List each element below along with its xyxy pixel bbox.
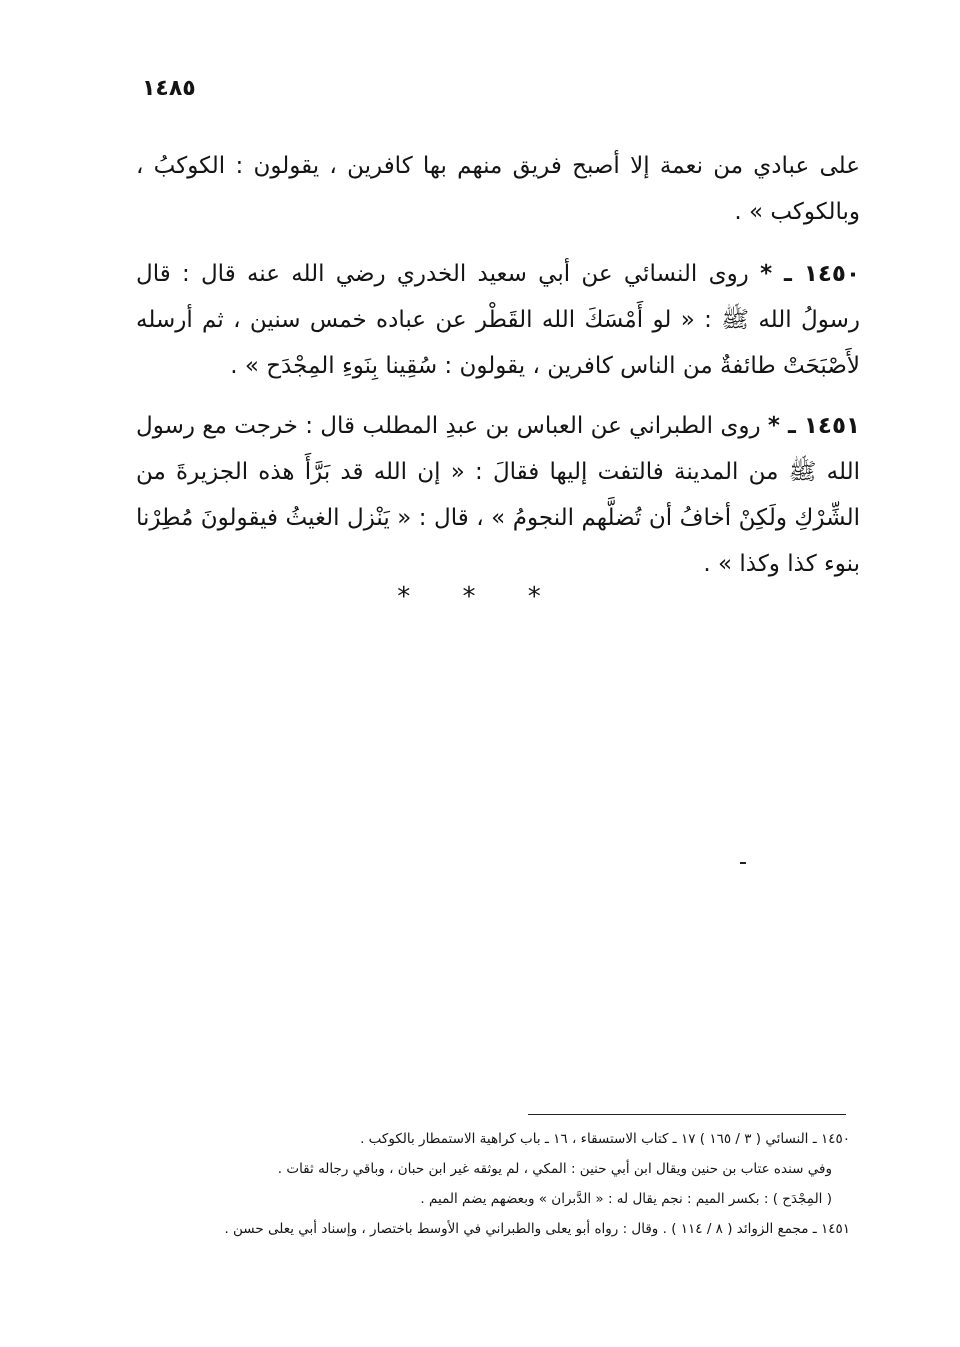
paragraph-continuation xyxy=(136,143,860,235)
footnotes xyxy=(160,1124,850,1244)
footnote-1450-gloss: ( المِجْدَح ) : بكسر الميم : نجم يقال له : « الدَّبران » وبعضهم يضم الميم . xyxy=(420,1191,832,1207)
hadith-1450 xyxy=(136,251,860,389)
hadith-1451 xyxy=(136,403,860,587)
paragraph-text: على عبادي من نعمة إلا أصبح فريق منهم بها كافرين ، يقولون : الكوكبُ ، وبالكوكب » . xyxy=(136,153,860,225)
footnote-1450-source: ١٤٥٠ ـ النسائي ( ٣ / ١٦٥ ) ١٧ ـ كتاب الاستسقاء ، ١٦ ـ باب كراهية الاستمطار بالكوكب . xyxy=(360,1131,850,1147)
footnote-1450-chain: وفي سنده عتاب بن حنين ويقال ابن أبي حنين : المكي ، لم يوثقه غير ابن حبان ، وباقي رجاله ثقات . xyxy=(277,1161,832,1177)
print-mark xyxy=(740,862,746,864)
hadith-text: روى الطبراني عن العباس بن عبدِ المطلب قال : خرجت مع رسول الله ﷺ من المدينة فالتفت إليها فقالَ : « إن الله قد بَرَّأَ هذه الجزيرةَ من الشِّرْكِ ولَكِنْ أخافُ أن تُضلَّهم النجومُ » ، قال : « يَنْزل الغيثُ فيقولونَ مُطِرْنا بنوء كذا وكذا » . xyxy=(136,413,860,577)
section-separator: * * * xyxy=(397,582,563,612)
footnote-1451-source: ١٤٥١ ـ مجمع الزوائد ( ٨ / ١١٤ ) . وقال : رواه أبو يعلى والطبراني في الأوسط باختصار ، وإسناد أبي يعلى حسن . xyxy=(224,1221,850,1237)
hadith-text: روى النسائي عن أبي سعيد الخدري رضي الله عنه قال : قال رسولُ الله ﷺ : « لو أَمْسَكَ الله القَطْر عن عباده خمس سنين ، ثم أرسله لأَصْبَحَتْ طائفةٌ من الناس كافرين ، يقولون : سُقِينا بِنَوءِ المِجْدَح » . xyxy=(136,261,860,379)
page-number: ١٤٨٥ xyxy=(142,76,196,101)
hadith-number: ١٤٥١ ـ * xyxy=(767,413,861,439)
footnote-divider xyxy=(528,1114,846,1115)
hadith-number: ١٤٥٠ ـ * xyxy=(760,261,861,287)
